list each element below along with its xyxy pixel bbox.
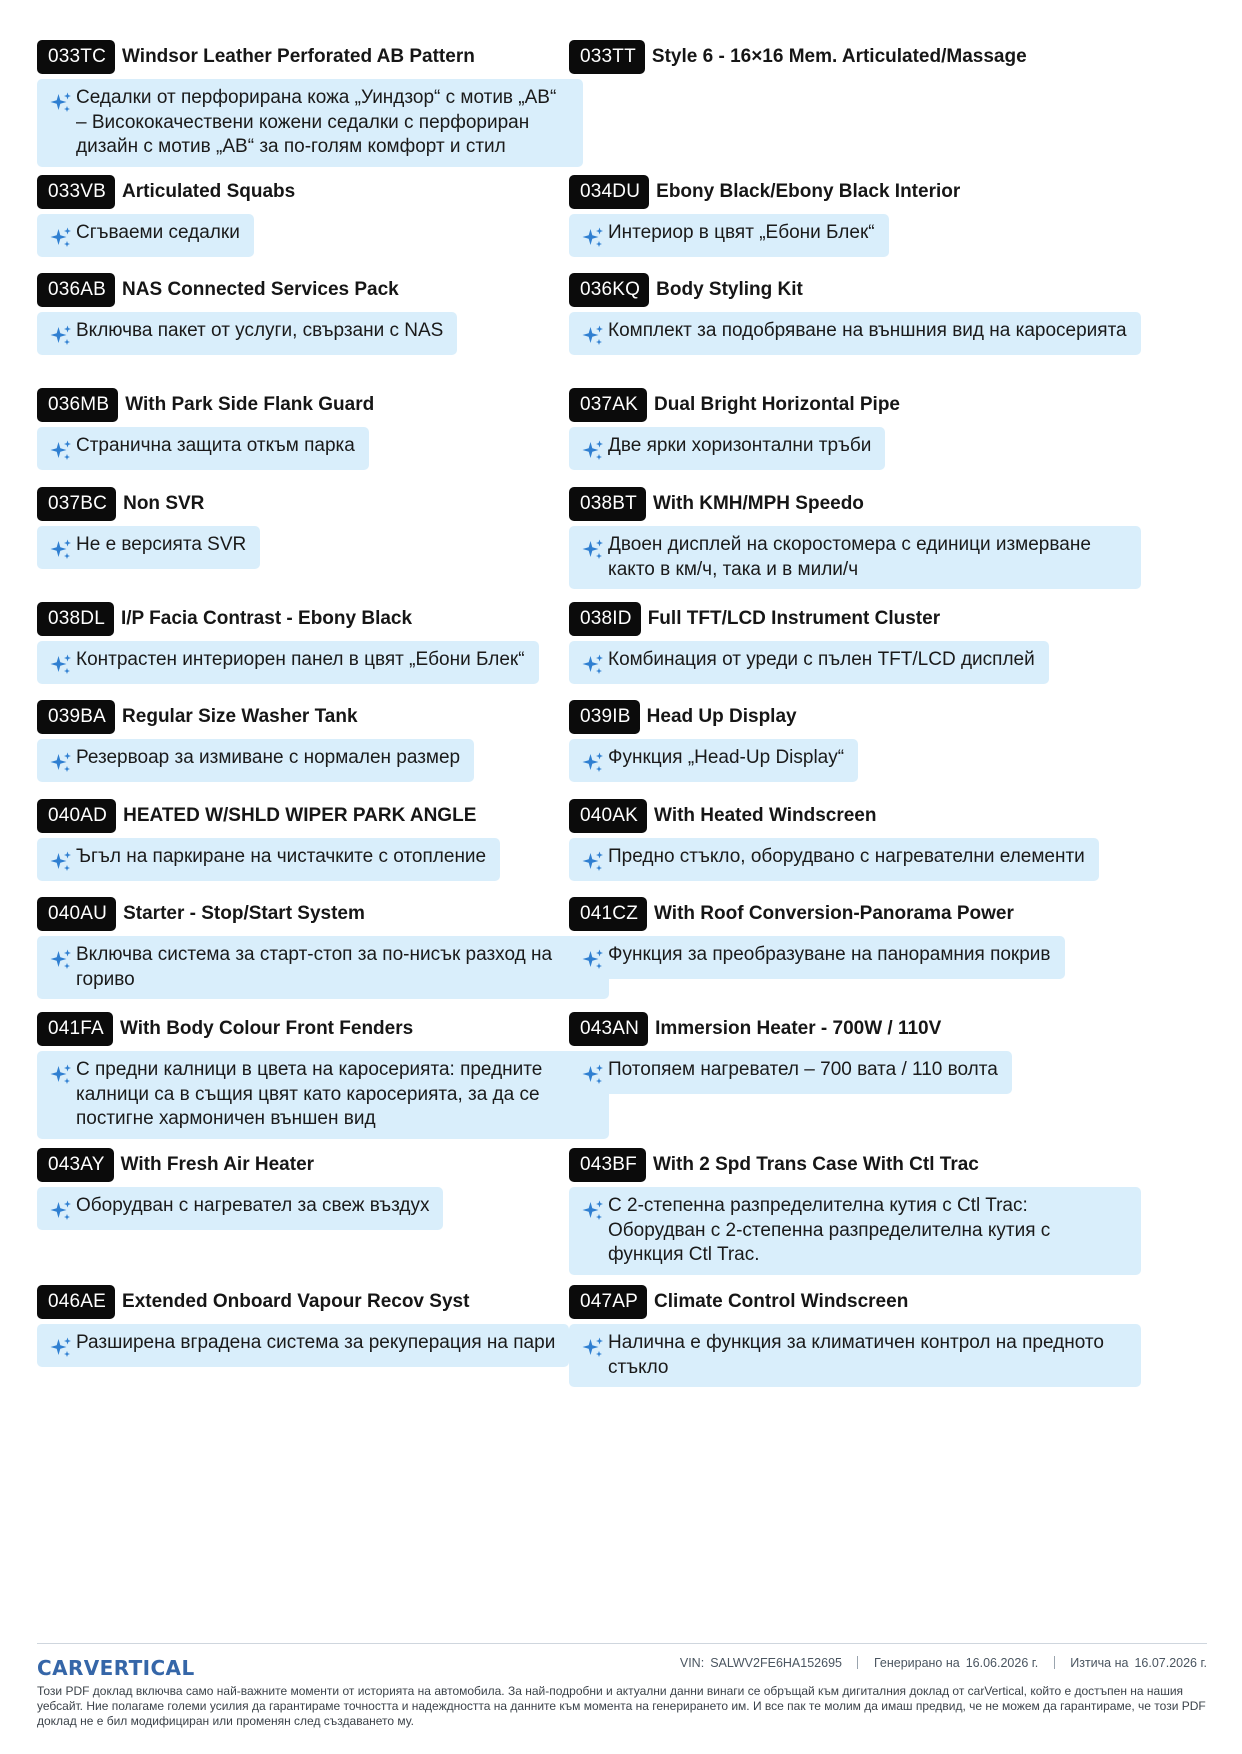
ai-sparkle-icon — [581, 1063, 605, 1087]
option-title: Articulated Squabs — [122, 181, 296, 202]
option-code-badge: 039IB — [569, 700, 640, 734]
option-code-badge: 036MB — [37, 388, 118, 422]
ai-sparkle-icon — [49, 1336, 73, 1360]
option-code-badge: 039BA — [37, 700, 115, 734]
option-code-badge: 046AE — [37, 1285, 115, 1319]
option-item — [37, 895, 609, 999]
option-code-badge: 043BF — [569, 1148, 646, 1182]
option-item — [569, 600, 1141, 684]
option-description: Седалки от перфорирана кожа „Уиндзор“ с мотив „AB“ – Висококачествени кожени седалки с перфориран дизайн с мотив „AB“ за по-голям комфорт и стил — [76, 87, 557, 157]
expires-label: Изтича на — [1070, 1656, 1129, 1670]
option-header — [569, 271, 1141, 309]
option-header — [569, 600, 1141, 638]
footer-disclaimer: Този PDF доклад включва само най-важните моменти от историята на автомобила. За най-подробни и актуални данни винаги се обръщай към дигиталния доклад от carVertical, който е достъпен на нашия уебсайт. Ние полагаме големи усилия да гарантираме точността и надеждността на данните към момента на генерирането им. И все пак те молим да имаш предвид, че не можем да гарантираме, че този PDF доклад не е бил модифициран или променян след създаването му. — [37, 1684, 1206, 1728]
option-description: Интериор в цвят „Ебони Блек“ — [608, 222, 875, 243]
option-item — [569, 1146, 1141, 1275]
meta-separator — [857, 1656, 858, 1669]
carvertical-logo: CARVERTICAL — [37, 1656, 195, 1680]
option-title: Body Styling Kit — [656, 279, 803, 300]
ai-sparkle-icon — [581, 1336, 605, 1360]
option-title: With Roof Conversion-Panorama Power — [654, 903, 1014, 924]
option-item — [569, 173, 1141, 257]
option-title: Windsor Leather Perforated AB Pattern — [122, 46, 475, 67]
option-title: With 2 Spd Trans Case With Ctl Trac — [652, 1154, 979, 1175]
option-title: Climate Control Windscreen — [654, 1291, 909, 1312]
option-description: Ъгъл на паркиране на чистачките с отопление — [76, 846, 487, 867]
ai-sparkle-icon — [49, 1063, 73, 1087]
option-description: Сгъваеми седалки — [76, 222, 240, 243]
ai-sparkle-icon — [49, 439, 73, 463]
option-description: Контрастен интериорен панел в цвят „Ебони Блек“ — [76, 649, 525, 670]
option-item — [37, 38, 609, 167]
option-item — [37, 386, 609, 470]
ai-sparkle-icon — [581, 653, 605, 677]
option-code-badge: 041CZ — [569, 897, 647, 931]
option-header — [569, 698, 1141, 736]
option-description-box — [37, 427, 369, 470]
option-description-box — [37, 641, 539, 684]
option-item — [569, 271, 1141, 355]
option-description: Две ярки хоризонтални тръби — [608, 435, 872, 456]
option-item — [37, 600, 609, 684]
option-title: NAS Connected Services Pack — [122, 279, 399, 300]
ai-sparkle-icon — [581, 538, 605, 562]
option-item — [37, 485, 609, 569]
ai-sparkle-icon — [49, 850, 73, 874]
option-title: HEATED W/SHLD WIPER PARK ANGLE — [123, 805, 477, 826]
option-description-box — [569, 936, 1065, 979]
option-code-badge: 040AD — [37, 799, 116, 833]
option-header — [569, 797, 1141, 835]
option-title: With KMH/MPH Speedo — [652, 493, 864, 514]
option-header — [569, 1283, 1141, 1321]
option-description-box — [37, 1051, 609, 1139]
option-header — [569, 485, 1141, 523]
option-description-box — [37, 1187, 443, 1230]
option-code-badge: 033TC — [37, 40, 115, 74]
expires-date: 16.07.2026 г. — [1134, 1656, 1207, 1670]
option-header — [569, 1146, 1141, 1184]
ai-sparkle-icon — [581, 439, 605, 463]
option-title: Ebony Black/Ebony Black Interior — [656, 181, 961, 202]
option-description-box — [37, 739, 474, 782]
option-title: Full TFT/LCD Instrument Cluster — [647, 608, 941, 629]
option-description: Двоен дисплей на скоростомера с единици измерване както в км/ч, така и в мили/ч — [608, 534, 1091, 580]
option-code-badge: 040AK — [569, 799, 647, 833]
option-header — [37, 1146, 609, 1184]
option-header — [37, 600, 609, 638]
option-description-box — [569, 526, 1141, 589]
option-code-badge: 043AN — [569, 1012, 648, 1046]
option-item — [569, 1283, 1141, 1387]
option-description-box — [569, 1187, 1141, 1275]
ai-sparkle-icon — [49, 1199, 73, 1223]
option-description-box — [37, 312, 457, 355]
option-code-badge: 038BT — [569, 487, 646, 521]
option-item — [37, 797, 609, 881]
option-item — [37, 1283, 609, 1367]
ai-sparkle-icon — [49, 91, 73, 115]
option-description: Не е версията SVR — [76, 534, 247, 555]
report-footer — [37, 1643, 1207, 1729]
option-description: Потопяем нагревател – 700 вата / 110 волта — [608, 1059, 998, 1080]
ai-sparkle-icon — [581, 1199, 605, 1223]
option-description-box — [569, 427, 885, 470]
ai-sparkle-icon — [581, 850, 605, 874]
option-header — [37, 271, 609, 309]
option-description-box — [37, 214, 254, 257]
option-title: Non SVR — [123, 493, 205, 514]
option-description-box — [37, 838, 500, 881]
option-title: With Heated Windscreen — [654, 805, 877, 826]
option-code-badge: 034DU — [569, 175, 649, 209]
option-item — [37, 271, 609, 355]
option-description: Включва система за старт-стоп за по-нисък разход на гориво — [76, 944, 553, 990]
ai-sparkle-icon — [581, 324, 605, 348]
option-code-badge: 038ID — [569, 602, 641, 636]
option-title: With Fresh Air Heater — [120, 1154, 315, 1175]
option-code-badge: 037AK — [569, 388, 647, 422]
option-description-box — [569, 1051, 1012, 1094]
option-description: Комплект за подобряване на външния вид на каросерията — [608, 320, 1127, 341]
option-header — [569, 386, 1141, 424]
option-description-box — [569, 1324, 1141, 1387]
option-header — [37, 38, 609, 76]
ai-sparkle-icon — [581, 948, 605, 972]
option-code-badge: 033VB — [37, 175, 115, 209]
option-description: Резервоар за измиване с нормален размер — [76, 747, 461, 768]
generated-date: 16.06.2026 г. — [965, 1656, 1039, 1670]
option-code-badge: 041FA — [37, 1012, 113, 1046]
option-title: I/P Facia Contrast - Ebony Black — [121, 608, 413, 629]
ai-sparkle-icon — [49, 538, 73, 562]
option-header — [569, 1010, 1141, 1048]
option-item — [37, 1146, 609, 1230]
option-description: Комбинация от уреди с пълен TFT/LCD дисплей — [608, 649, 1035, 670]
option-title: Starter - Stop/Start System — [123, 903, 365, 924]
option-code-badge: 036AB — [37, 273, 115, 307]
option-code-badge: 036KQ — [569, 273, 649, 307]
option-description-box — [37, 79, 583, 167]
option-item — [37, 698, 609, 782]
option-description-box — [37, 1324, 569, 1367]
option-header — [37, 173, 609, 211]
option-code-badge: 043AY — [37, 1148, 114, 1182]
ai-sparkle-icon — [581, 751, 605, 775]
option-description-box — [37, 936, 609, 999]
option-title: Regular Size Washer Tank — [122, 706, 358, 727]
option-item — [569, 386, 1141, 470]
option-description: Разширена вградена система за рекуперация на пари — [76, 1332, 556, 1353]
option-title: Style 6 - 16×16 Mem. Articulated/Massage — [651, 46, 1027, 67]
option-description-box — [569, 739, 858, 782]
option-code-badge: 033TT — [569, 40, 645, 74]
option-title: Dual Bright Horizontal Pipe — [654, 394, 900, 415]
ai-sparkle-icon — [49, 324, 73, 348]
option-description: Оборудван с нагревател за свеж въздух — [76, 1195, 430, 1216]
option-header — [37, 895, 609, 933]
option-title: With Body Colour Front Fenders — [119, 1018, 414, 1039]
vin-label: VIN: — [679, 1656, 705, 1670]
option-header — [37, 386, 609, 424]
ai-sparkle-icon — [581, 226, 605, 250]
vin-value: SALWV2FE6HA152695 — [710, 1656, 842, 1670]
option-description-box — [569, 312, 1141, 355]
option-description-box — [569, 214, 889, 257]
option-title: Immersion Heater - 700W / 110V — [655, 1018, 942, 1039]
option-item — [569, 698, 1141, 782]
option-header — [569, 895, 1141, 933]
option-description: Предно стъкло, оборудвано с нагревателни елементи — [608, 846, 1085, 867]
option-description: С 2-степенна разпределителна кутия с Ctl Trac: Оборудван с 2-степенна разпределителна кутия с функция Ctl Trac. — [608, 1195, 1051, 1265]
option-item — [37, 173, 609, 257]
ai-sparkle-icon — [49, 948, 73, 972]
option-title: With Park Side Flank Guard — [125, 394, 375, 415]
option-item — [569, 38, 1141, 76]
option-header — [37, 485, 609, 523]
option-title: Head Up Display — [646, 706, 797, 727]
option-description: Включва пакет от услуги, свързани с NAS — [76, 320, 444, 341]
ai-sparkle-icon — [49, 751, 73, 775]
option-description: Функция „Head-Up Display“ — [608, 747, 845, 768]
option-code-badge: 038DL — [37, 602, 114, 636]
generated-label: Генерирано на — [873, 1656, 960, 1670]
option-description: Странична защита откъм парка — [76, 435, 355, 456]
option-description-box — [569, 838, 1099, 881]
option-item — [569, 485, 1141, 589]
meta-separator — [1054, 1656, 1055, 1669]
report-meta — [680, 1656, 1207, 1670]
option-header — [37, 797, 609, 835]
option-header — [569, 173, 1141, 211]
option-item — [569, 1010, 1141, 1094]
option-code-badge: 037BC — [37, 487, 116, 521]
ai-sparkle-icon — [49, 226, 73, 250]
option-description: Налична е функция за климатичен контрол на предното стъкло — [608, 1332, 1104, 1378]
option-header — [37, 698, 609, 736]
option-description: Функция за преобразуване на панорамния покрив — [608, 944, 1051, 965]
ai-sparkle-icon — [49, 653, 73, 677]
option-code-badge: 040AU — [37, 897, 116, 931]
option-header — [569, 38, 1141, 76]
option-header — [37, 1283, 609, 1321]
option-title: Extended Onboard Vapour Recov Syst — [122, 1291, 470, 1312]
option-header — [37, 1010, 609, 1048]
option-description-box — [37, 526, 260, 569]
option-item — [569, 895, 1141, 979]
option-description: С предни калници в цвета на каросерията: предните калници са в същия цвят като каросерията, за да се постигне хармоничен външен вид — [76, 1059, 543, 1129]
option-item — [569, 797, 1141, 881]
option-item — [37, 1010, 609, 1139]
option-description-box — [569, 641, 1049, 684]
option-code-badge: 047AP — [569, 1285, 647, 1319]
